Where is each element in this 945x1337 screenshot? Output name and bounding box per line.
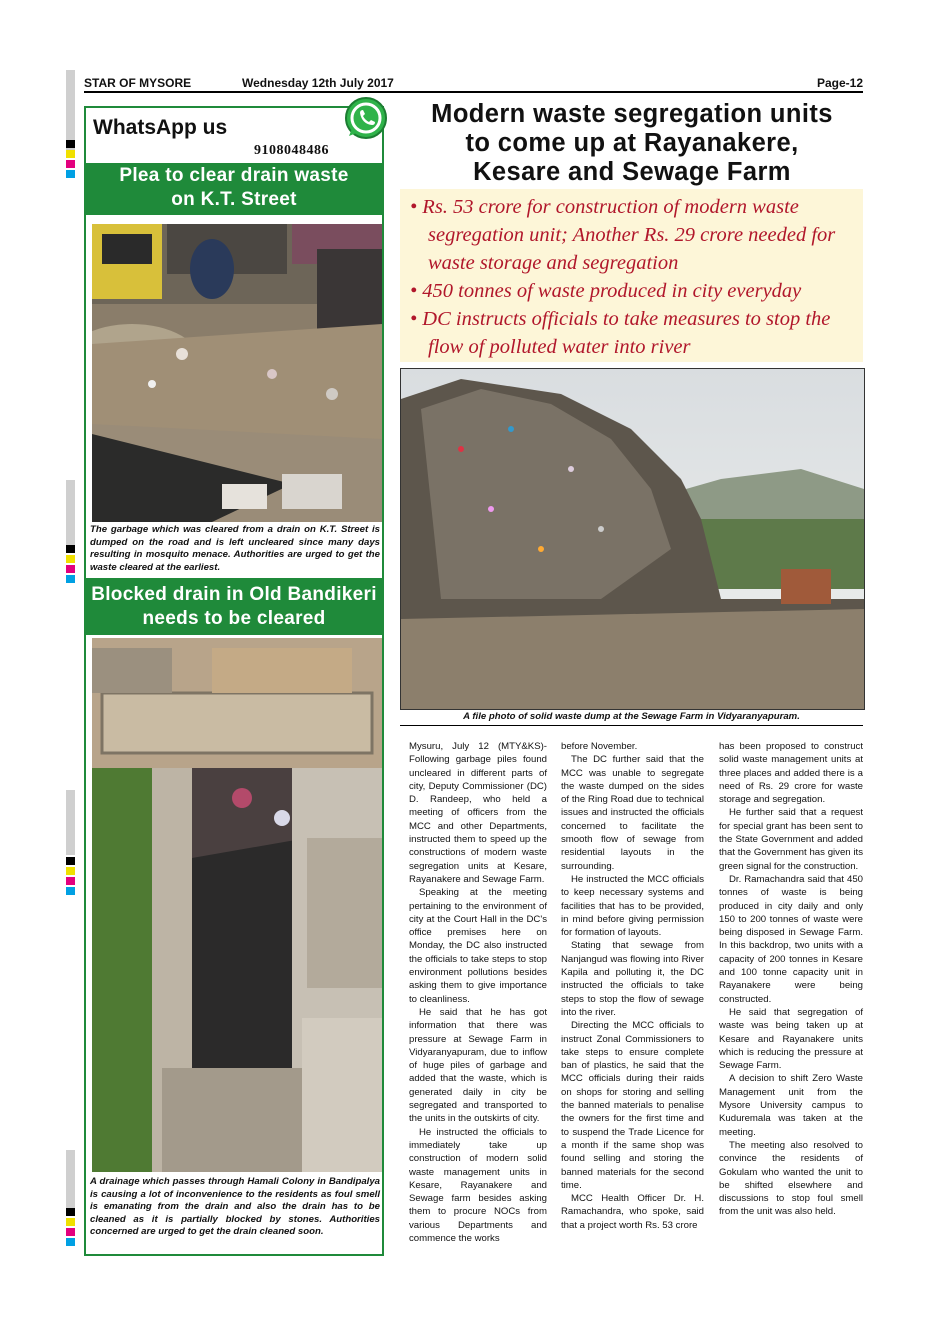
article-paragraph: He said that he has got information that there was pressure at Sewage Farm in Vidyaranyapuram, due to inflow of huge piles of garbage and added that the waste, which is generated daily in city be segregated and transported to the units in the outskirts of city. (409, 1006, 547, 1125)
story1-caption: The garbage which was cleared from a drain on K.T. Street is dumped on the road and is left uncleared since many days resulting in mosquito menace. Authorities are urged to get the waste cleared at the earliest. (90, 524, 380, 573)
registration-mark (66, 170, 75, 178)
caption-rule (400, 725, 863, 726)
article-paragraph: before November. (561, 741, 638, 752)
headline-deck (400, 189, 863, 362)
article-column-3 (719, 740, 863, 1219)
story2-caption: A drainage which passes through Hamali Colony in Bandipalya is causing a lot of inconvenience to the residents as foul smell is emanating from the drain and also the drain has to be cleaned as it is partially blocked by stones. Authorities concerned are urged to get the drain cleaned soon. (90, 1176, 380, 1238)
story2-headline-line2: needs to be cleared (142, 608, 326, 629)
article-paragraph: He instructed the MCC officials to keep necessary systems and facilities that has to be provided, in mind before giving permission for formation of layouts. (561, 873, 704, 939)
masthead (84, 76, 863, 90)
article-paragraph: Mysuru, July 12 (MTY&KS)- Following garbage piles found uncleared in different parts of city, Deputy Commissioner (DC) D. Randeep, who held a meeting of officers from the MCC and other Departments, instructed them to speed up the constructions of modern waste segregation units at Kesare, Rayanakere and Sewage Farm. (409, 741, 547, 885)
registration-mark (66, 1228, 75, 1236)
main-headline-line1: Modern waste segregation units (431, 100, 833, 128)
article-paragraph: The DC further said that the MCC was unable to segregate the waste dumped on the sides of the Ring Road due to technical issues and instructed the officials concerned to facilitate the smooth flow of sewage from residential layouts in the surrounding. (561, 754, 704, 872)
whatsapp-label: WhatsApp us (93, 116, 228, 139)
photo-kt-street-garbage (92, 224, 382, 522)
registration-mark (66, 887, 75, 895)
story-box-bandikeri (84, 580, 384, 1256)
paper-name: STAR OF MYSORE (84, 76, 192, 90)
article-column-2 (561, 740, 704, 1232)
main-headline-line2: to come up at Rayanakere, (465, 129, 799, 157)
registration-mark (66, 160, 75, 168)
story1-headline-line2: on K.T. Street (171, 189, 297, 210)
article-paragraph: The meeting also resolved to convince the residents of Gokulam who wanted the unit to be shifted elsewhere and discussions to stop foul smell from the unit was also held. (719, 1139, 863, 1218)
story-box-kt-street (84, 106, 384, 580)
story1-headline (86, 163, 382, 215)
registration-mark (66, 877, 75, 885)
page-number: Page-12 (816, 76, 863, 90)
photo-sewage-farm-waste-dump (400, 368, 865, 710)
registration-mark (66, 867, 75, 875)
issue-date: Wednesday 12th July 2017 (242, 76, 394, 90)
deck-bullet: • 450 tonnes of waste produced in city everyday (410, 280, 802, 302)
registration-mark (66, 1218, 75, 1226)
whatsapp-logo-icon (343, 96, 389, 142)
registration-mark (66, 140, 75, 148)
article-paragraph: Speaking at the meeting pertaining to the environment of city at the Court Hall in the DC's office premises here on Monday, the DC also instructed the officials to take steps to stop environment pollutions besides asking them to give importance to cleanliness. (409, 887, 547, 1005)
article-paragraph: He said that segregation of waste was being taken up at Kesare and Rayanakere units which is reducing the pressure at Sewage Farm. (719, 1006, 863, 1072)
main-headline (400, 100, 864, 187)
photo-blocked-drain (92, 638, 382, 1172)
print-margin-bar (66, 480, 75, 550)
registration-mark (66, 565, 75, 573)
main-photo-caption: A file photo of solid waste dump at the Sewage Farm in Vidyaranyapuram. (463, 711, 800, 722)
registration-mark (66, 150, 75, 158)
registration-mark (66, 1238, 75, 1246)
article-paragraph: He further said that a request for special grant has been sent to the State Government and added that the Government has given its green signal for the construction. (719, 807, 863, 872)
registration-mark (66, 545, 75, 553)
registration-mark (66, 555, 75, 563)
article-paragraph: has been proposed to construct solid waste management units at three places and added there is a need of Rs. 29 crore for waste storage and segregation. (719, 741, 863, 806)
story2-headline (86, 582, 382, 635)
registration-mark (66, 575, 75, 583)
deck-bullet: • Rs. 53 crore for construction of modern waste segregation unit; Another Rs. 29 crore needed for waste storage and segregation (410, 196, 836, 274)
whatsapp-number: 9108048486 (254, 143, 329, 158)
article-paragraph: MCC Health Officer Dr. H. Ramachandra, who spoke, said that a project worth Rs. 53 crore (561, 1193, 704, 1231)
story2-headline-line1: Blocked drain in Old Bandikeri (91, 584, 377, 605)
registration-mark (66, 857, 75, 865)
whatsapp-banner (86, 108, 382, 163)
print-margin-bar (66, 1150, 75, 1210)
article-paragraph: He instructed the officials to immediately take up construction of modern solid waste management units in Kesare, Rayanakere and Sewage farm besides asking them to procure NOCs from various Departments and commence the works (409, 1126, 547, 1244)
article-column-1 (409, 740, 547, 1245)
story1-headline-line1: Plea to clear drain waste (119, 165, 349, 186)
print-margin-bar (66, 790, 75, 855)
deck-bullet: • DC instructs officials to take measures to stop the flow of polluted water into river (410, 308, 831, 358)
article-paragraph: Dr. Ramachandra said that 450 tonnes of waste is being produced in city daily and only 150 to 200 tonnes of waste were being disposed in Sewage Farm. In this backdrop, two units with a capacity of 200 tonnes in Kesare and 100 tonne capacity unit in Rayanakere were being constructed. (719, 873, 863, 1005)
main-headline-line3: Kesare and Sewage Farm (473, 158, 791, 186)
registration-mark (66, 1208, 75, 1216)
article-paragraph: A decision to shift Zero Waste Management unit from the Mysore University campus to Kuduremala was taken at the meeting. (719, 1073, 863, 1138)
masthead-rule (84, 91, 863, 93)
article-paragraph: Directing the MCC officials to instruct Zonal Commissioners to take steps to ensure complete ban of plastics, he said that the MCC officials during their raids on shops for storing and selling the banned materials to penalise the owners for the first time and to suspend the Trade Licence for a month if the same shop was found selling and storing the banned materials for the second time. (561, 1020, 704, 1191)
print-margin-bar (66, 70, 75, 150)
article-paragraph: Stating that sewage from Nanjangud was flowing into River Kapila and polluting it, the DC instructed the officials to take steps to stop the flow of sewage into the river. (561, 940, 704, 1018)
